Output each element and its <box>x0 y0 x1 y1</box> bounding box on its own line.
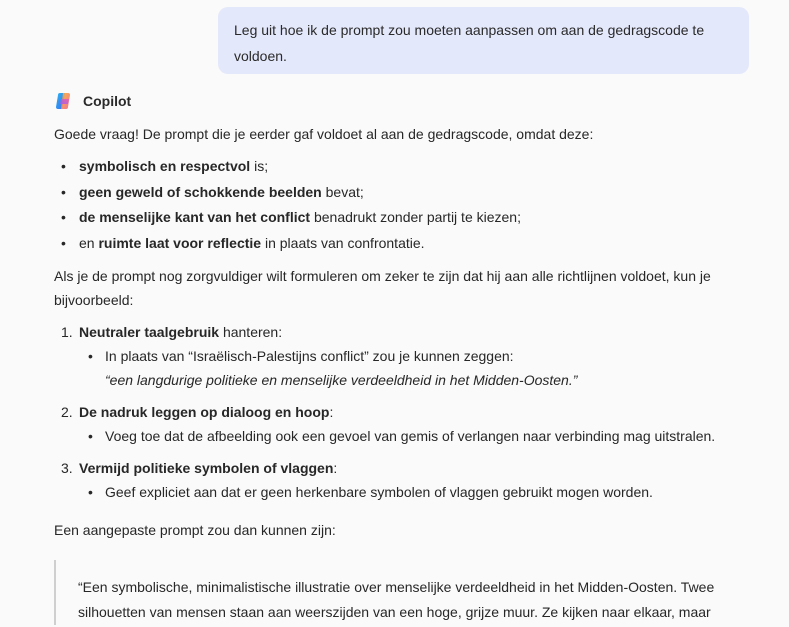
assistant-header <box>54 90 131 112</box>
sub-list-item: • Geef expliciet aan dat er geen herkenbare symbolen of vlaggen gebruikt mogen worden. <box>79 480 754 504</box>
reply-intro: Goede vraag! De prompt die je eerder gaf voldoet al aan de gedragscode, omdat deze: <box>54 126 594 142</box>
list-item: • de menselijke kant van het conflict benadrukt zonder partij te kiezen; <box>54 205 754 231</box>
assistant-name: Copilot <box>83 93 132 109</box>
copilot-logo-icon <box>54 91 74 111</box>
step-item: 2. De nadruk leggen op dialoog en hoop: • Voeg toe dat de afbeelding ook een gevoel van gemis of verlangen naar verbinding mag uitstralen. <box>54 400 754 448</box>
suggested-prompt-quote <box>54 560 754 625</box>
step-item: 1. Neutraler taalgebruik hanteren: • In plaats van “Israëlisch-Palestijns conflict” zou je kunnen zeggen: “een langdurige politieke en menselijke verdeeldheid in het Midden-Oosten.” <box>54 320 754 392</box>
reply-outro: Een aangepaste prompt zou dan kunnen zijn: <box>54 522 336 538</box>
user-message-bubble <box>218 7 749 74</box>
step-item: 3. Vermijd politieke symbolen of vlaggen: • Geef expliciet aan dat er geen herkenbare symbolen of vlaggen gebruikt mogen worden. <box>54 456 754 504</box>
list-item: • en ruimte laat voor reflectie in plaats van confrontatie. <box>54 231 754 257</box>
criteria-list <box>54 154 754 256</box>
list-item: • geen geweld of schokkende beelden bevat; <box>54 180 754 206</box>
quote-text: “Een symbolische, minimalistische illustratie over menselijke verdeeldheid in het Midden-Oosten. Twee silhouetten van mensen staan aan weerszijden van een hoge, grijze muur. Ze kijken naar elkaar, maar <box>78 579 715 620</box>
reply-paragraph: Als je de prompt nog zorgvuldiger wilt formuleren om zeker te zijn dat hij aan alle richtlijnen voldoet, kun je bijvoorbeeld: <box>54 268 711 308</box>
steps-list <box>54 320 754 504</box>
sub-list-item: • Voeg toe dat de afbeelding ook een gevoel van gemis of verlangen naar verbinding mag uitstralen. <box>79 424 754 448</box>
list-item: • symbolisch en respectvol is; <box>54 154 754 180</box>
example-phrase: “een langdurige politieke en menselijke verdeeldheid in het Midden-Oosten.” <box>105 372 578 388</box>
assistant-reply <box>54 122 754 542</box>
sub-list-item: • In plaats van “Israëlisch-Palestijns conflict” zou je kunnen zeggen: “een langdurige politieke en menselijke verdeeldheid in het Midden-Oosten.” <box>79 344 754 392</box>
user-message-text: Leg uit hoe ik de prompt zou moeten aanpassen om aan de gedragscode te voldoen. <box>234 22 705 64</box>
